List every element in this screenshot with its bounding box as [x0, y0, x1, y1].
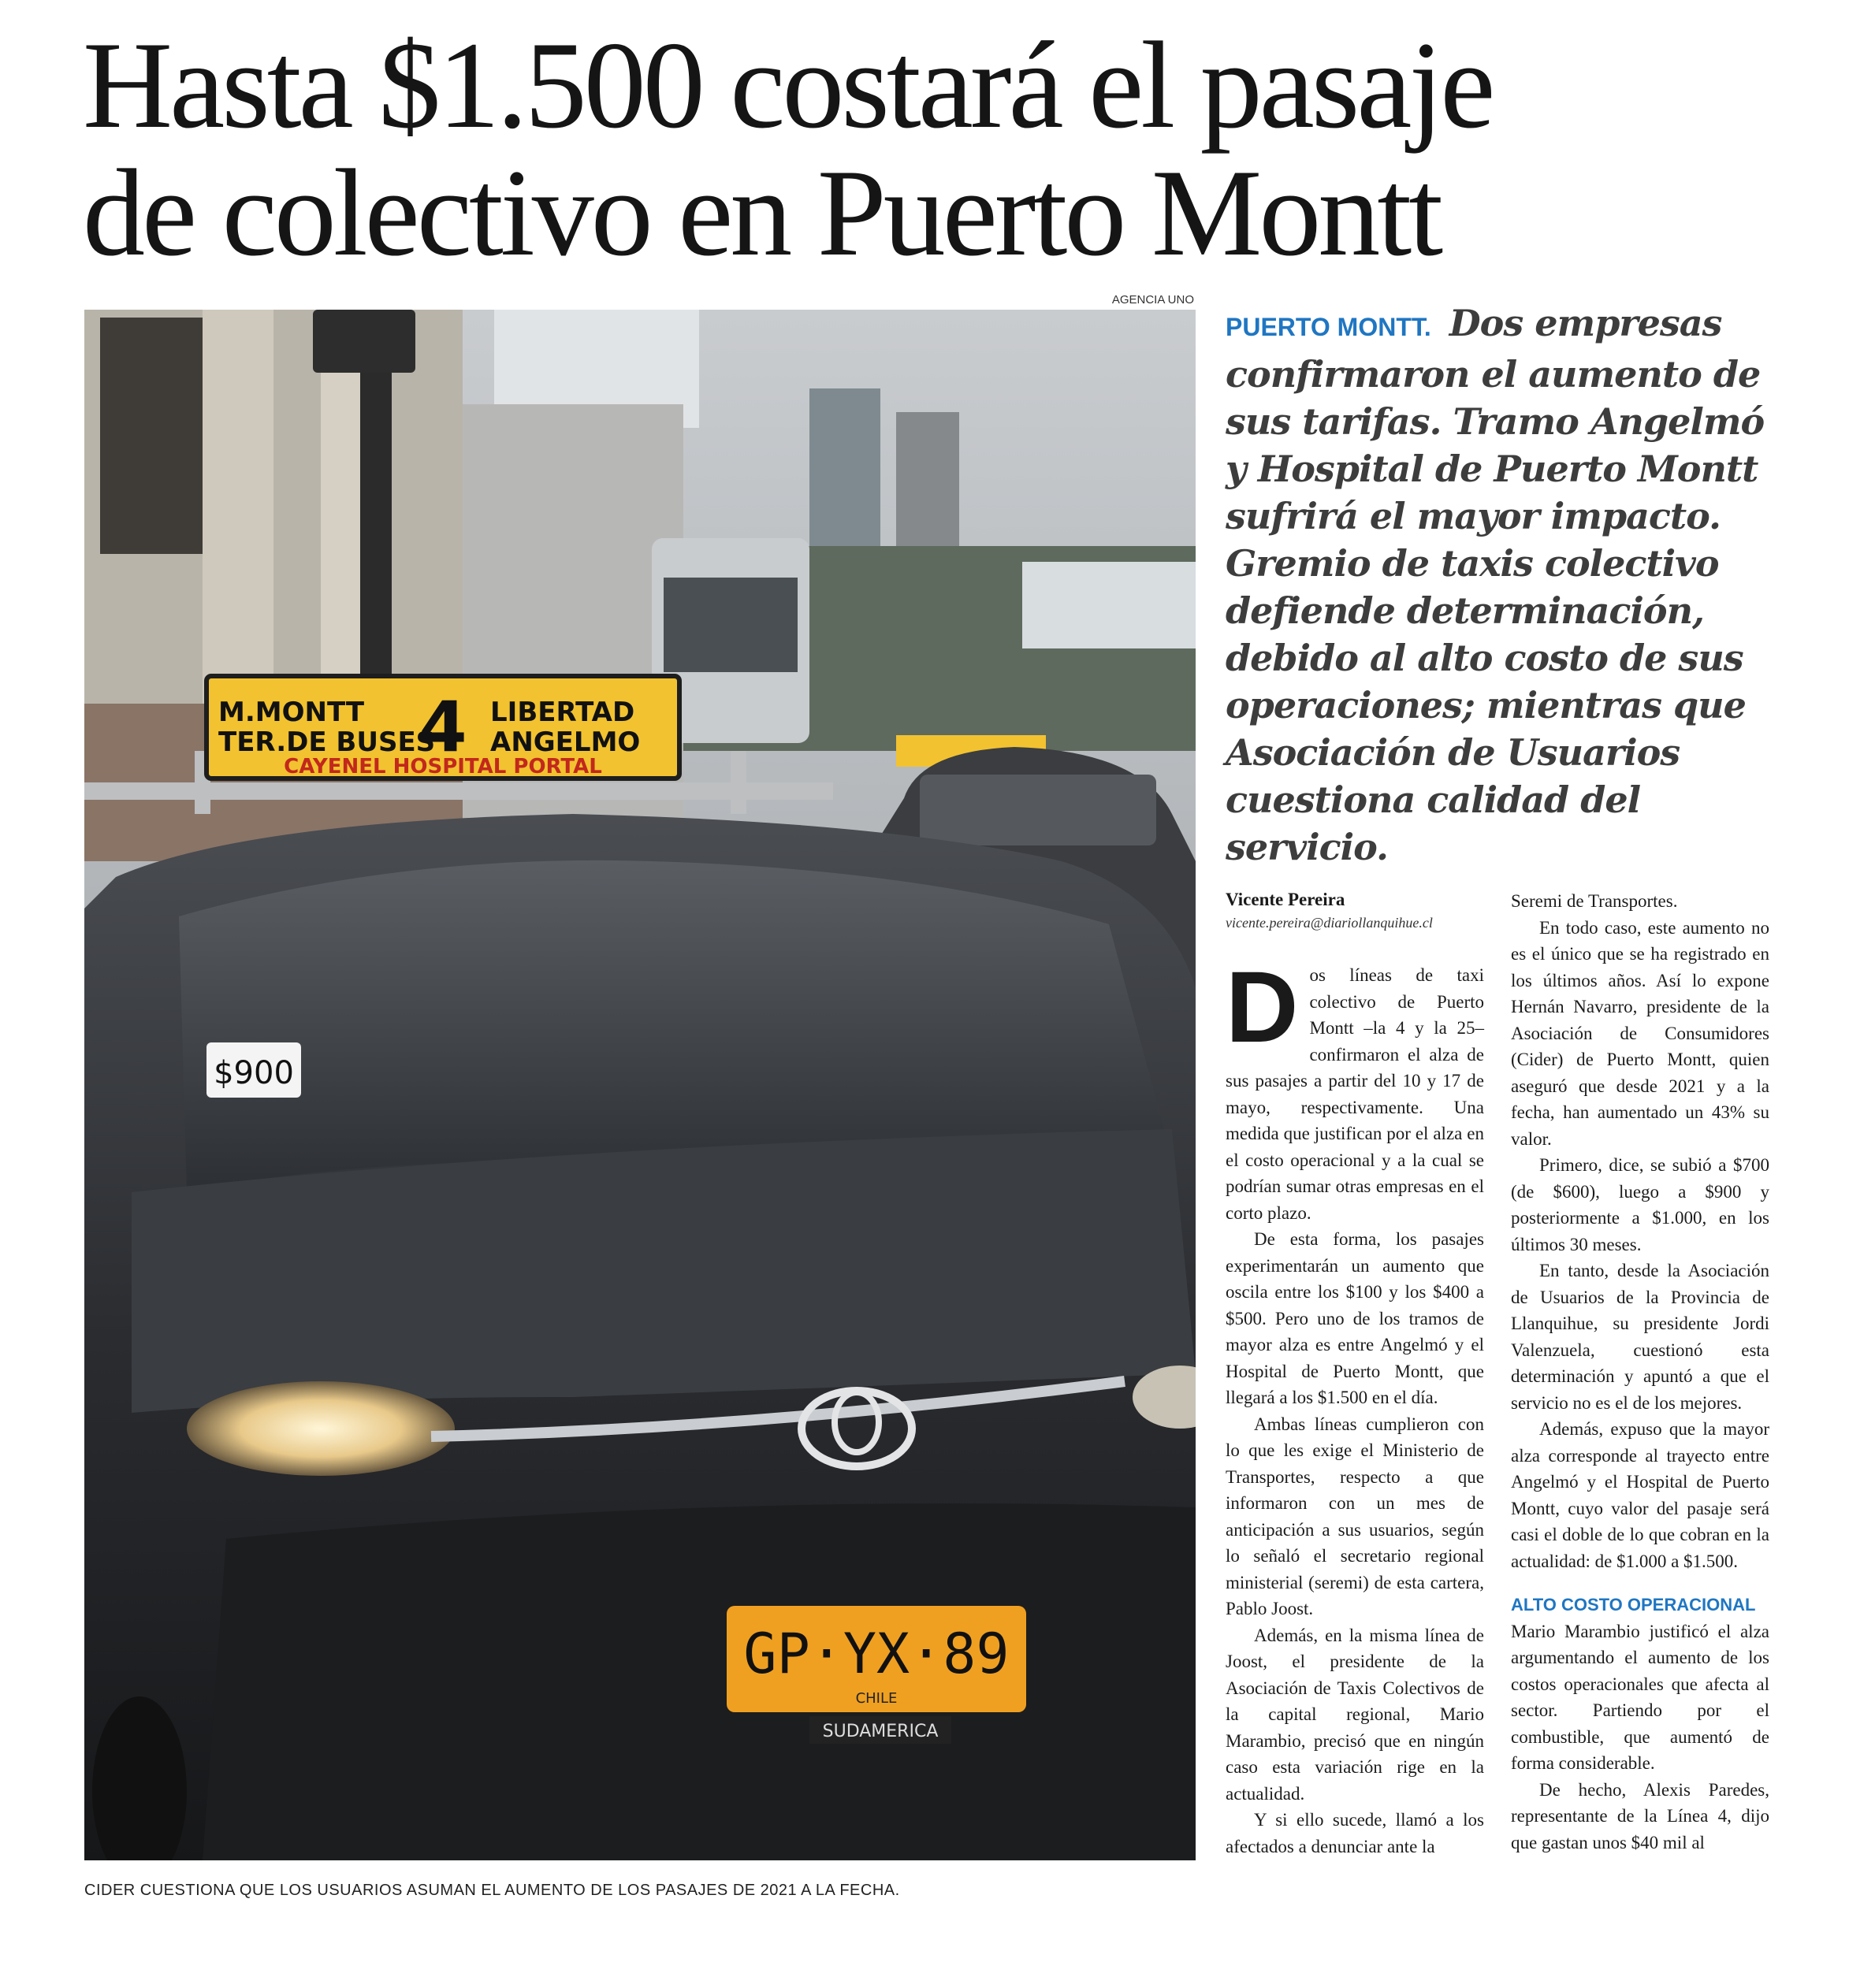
subhead: ALTO COSTO OPERACIONAL [1511, 1595, 1756, 1615]
headline [83, 17, 1659, 282]
plate-number: GP·YX·89 [743, 1622, 1010, 1686]
article-paragraph: Seremi de Transportes. [1511, 891, 1678, 911]
article-paragraph: Además, expuso que la mayor alza corresponde al trayecto entre Angelmó y el Hospital de Puerto Montt, cuyo valor del pasaje será casi el doble de lo que cobran en la actualidad: de $1.000 a $1.500. [1511, 1419, 1769, 1571]
article-paragraph: Primero, dice, se subió a $700 (de $600), luego a $900 y posteriormente a $1.000, en los últimos 30 meses. [1511, 1155, 1769, 1254]
plate-frame-text: SUDAMERICA [822, 1722, 939, 1741]
headline-line-1: Hasta $1.500 costará el pasaje [83, 17, 1493, 154]
taxi-photo [84, 310, 1196, 1860]
sign-left-line-2: TER.DE BUSES [218, 726, 436, 758]
article-paragraph: De hecho, Alexis Paredes, representante de la Línea 4, dijo que gastan unos $40 mil al [1511, 1779, 1769, 1852]
plate-country: CHILE [855, 1690, 898, 1707]
article-paragraph: De esta forma, los pasajes experimentarán un aumento que oscila entre los $100 y los $400 a $500. Pero uno de los tramos de mayor alza es entre Angelmó y el Hospital de Puerto Montt, que llegará a los $1.500 en el día. [1226, 1229, 1484, 1407]
photo-caption: CIDER CUESTIONA QUE LOS USUARIOS ASUMAN EL AUMENTO DE LOS PASAJES DE 2021 A LA FECHA. [84, 1882, 900, 1899]
author-name: Vicente Pereira [1226, 890, 1345, 909]
windshield-price-label: $900 [214, 1055, 294, 1091]
lede [1226, 299, 1769, 871]
article-paragraph: En tanto, desde la Asociación de Usuarios de la Provincia de Llanquihue, su presidente Jordi Valenzuela, cuestionó esta determinación y apuntó a que el servicio no es el de los mejores. [1511, 1261, 1769, 1413]
sign-bottom-line: CAYENEL HOSPITAL PORTAL [284, 755, 602, 778]
photo-credit: AGENCIA UNO [1111, 293, 1194, 307]
sign-right-line-2: ANGELMO [490, 726, 641, 758]
sign-route-number: 4 [419, 686, 467, 767]
lede-kicker: PUERTO MONTT. [1226, 313, 1431, 341]
article-paragraph: Mario Marambio justificó el alza argumentando el aumento de los costos operacionales que afecta al sector. Partiendo por el combustible, que aumentó de forma considerable. [1511, 1621, 1769, 1773]
article-paragraph: Además, en la misma línea de Joost, el presidente de la Asociación de Taxis Colectivos de la capital regional, Mario Marambio, precisó que en ningún caso esta variación rige en la actualidad. [1226, 1625, 1484, 1804]
article-column-1 [1226, 951, 1484, 1860]
headline-line-2: de colectivo en Puerto Montt [83, 144, 1441, 282]
sign-left-line-1: M.MONTT [218, 697, 365, 728]
article-paragraph: Dos líneas de taxi colectivo de Puerto Montt –la 4 y la 25– confirmaron el alza de sus pasajes a partir del 10 y 17 de mayo, respectivamente. Una medida que justifican por el alza en el costo operacional y a la cual se podrían sumar otras empresas en el corto plazo. [1226, 951, 1484, 1223]
article-paragraph: Y si ello sucede, llamó a los afectados a denunciar ante la [1226, 1810, 1484, 1856]
byline [1226, 888, 1486, 934]
article-paragraph: En todo caso, este aumento no es el único que se ha registrado en los últimos años. Así lo expone Hernán Navarro, presidente de la Asociación de Consumidores (Cider) de Puerto Montt, quien aseguró que desde 2021 y a la fecha, han aumentado un 43% su valor. [1511, 917, 1769, 1149]
article-paragraph: Ambas líneas cumplieron con lo que les exige el Ministerio de Transportes, respecto a que informaron con un mes de anticipación a sus usuarios, según lo señaló el secretario regional ministerial (seremi) de esta cartera, Pablo Joost. [1226, 1414, 1484, 1618]
article-column-2 [1511, 888, 1769, 1856]
author-email[interactable]: vicente.pereira@diariollanquihue.cl [1226, 915, 1433, 931]
lede-text: Dos empresas confirmaron el aumento de sus tarifas. Tramo Angelmó y Hospital de Puerto Montt sufrirá el mayor impacto. Gremio de taxis colectivo defiende determinación, debido al alto costo de sus operaciones; mientras que Asociación de Usuarios cuestiona calidad del servicio. [1226, 302, 1765, 868]
sign-right-line-1: LIBERTAD [490, 697, 635, 728]
drop-cap: D [1226, 951, 1299, 1064]
